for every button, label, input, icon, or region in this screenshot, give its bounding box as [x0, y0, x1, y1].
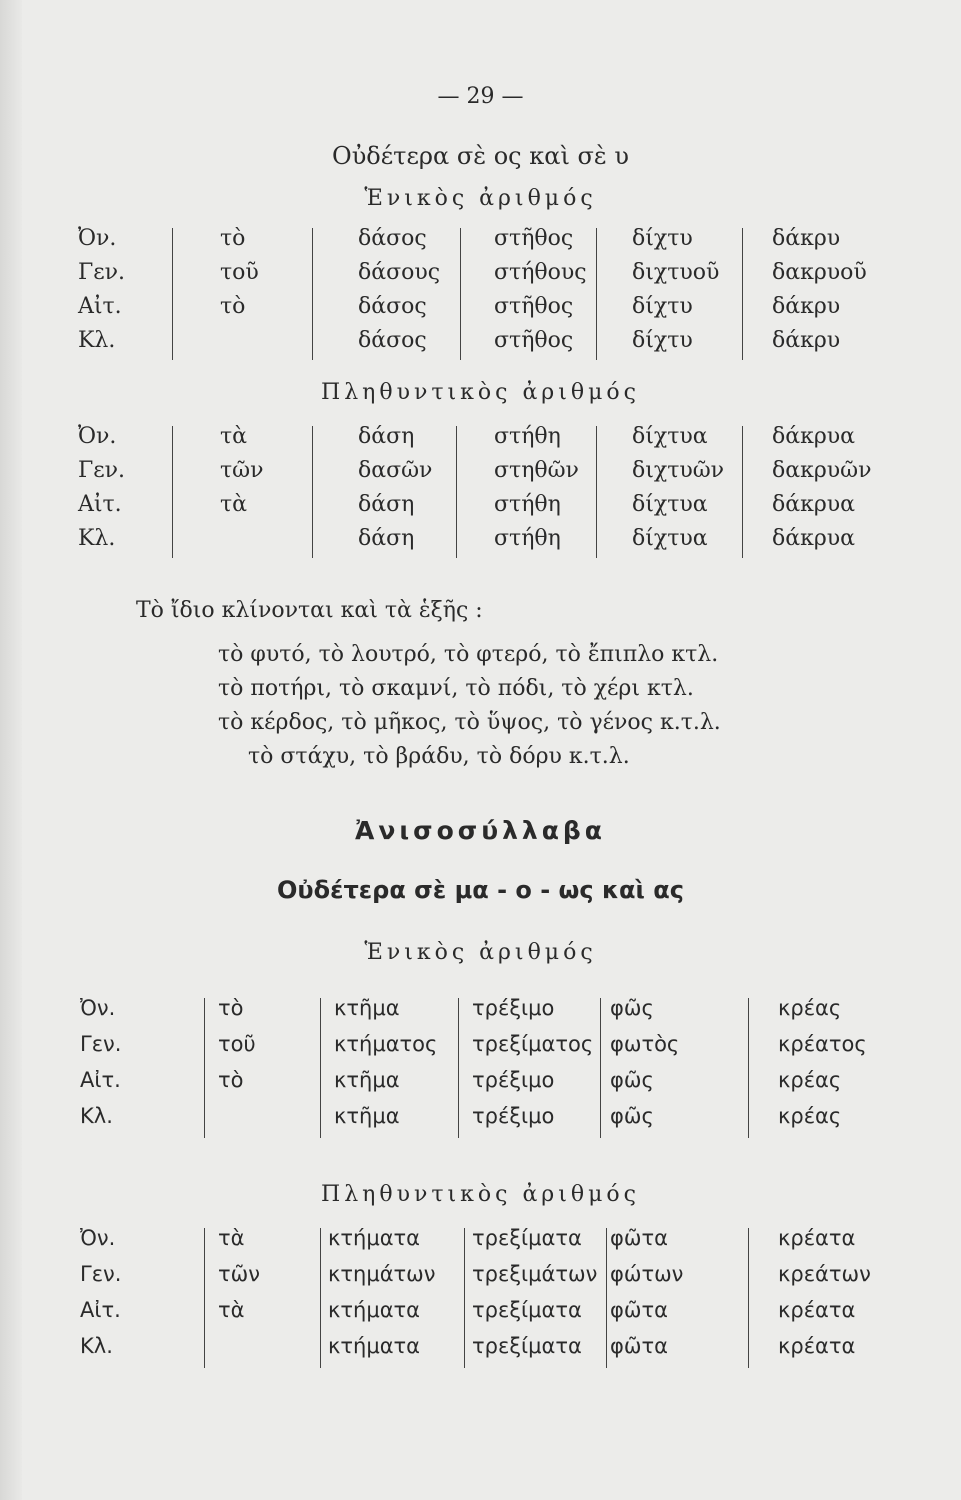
declension-cell: δάκρυ	[772, 226, 841, 251]
article-cell: τὰ	[218, 1298, 245, 1322]
declension-cell: δακρυῶν	[772, 458, 872, 483]
column-divider	[456, 426, 457, 558]
article-cell: τῶν	[220, 458, 264, 483]
declension-cell: τρεξίματος	[472, 1032, 594, 1056]
declension-cell: φῶτα	[610, 1334, 668, 1358]
declension-cell: κτήματα	[328, 1298, 421, 1322]
declension-cell: δίχτυα	[632, 492, 708, 517]
case-label: Αἰτ.	[80, 1068, 121, 1092]
declension-cell: κρέας	[778, 996, 842, 1020]
section2-subtitle: Οὐδέτερα σὲ μα - ο - ως καὶ ας	[277, 876, 684, 904]
declension-cell: φῶτα	[610, 1298, 668, 1322]
section2-singular-table	[0, 996, 961, 1140]
article-cell: τὸ	[218, 996, 244, 1020]
declension-line: τὸ ποτήρι, τὸ σκαμνί, τὸ πόδι, τὸ χέρι κτλ.	[218, 676, 694, 701]
declension-cell: δίχτυ	[632, 226, 693, 251]
section1-title: Οὐδέτερα σὲ ος καὶ σὲ υ	[332, 142, 629, 170]
column-divider	[204, 1228, 205, 1368]
column-divider	[458, 998, 459, 1138]
declension-cell: δίχτυ	[632, 328, 693, 353]
column-divider	[312, 228, 313, 360]
declension-cell: δάκρυα	[772, 492, 856, 517]
case-label: Κλ.	[78, 328, 116, 353]
declension-cell: φῶς	[610, 1104, 654, 1128]
article-cell: τὸ	[218, 1068, 244, 1092]
declension-cell: κτῆμα	[334, 1068, 400, 1092]
column-divider	[596, 426, 597, 558]
declension-cell: κτῆμα	[334, 996, 400, 1020]
declension-cell: στήθη	[494, 492, 561, 517]
section2-plural-table	[0, 1226, 961, 1370]
declension-cell: κτημάτων	[328, 1262, 436, 1286]
declension-cell: στήθους	[494, 260, 587, 285]
declension-cell: φῶτα	[610, 1226, 668, 1250]
declension-cell: δάση	[358, 526, 415, 551]
article-cell: τῶν	[218, 1262, 260, 1286]
declension-cell: δάκρυ	[772, 294, 841, 319]
declension-cell: στήθη	[494, 424, 561, 449]
article-cell: τὰ	[218, 1226, 245, 1250]
declension-cell: δασῶν	[358, 458, 433, 483]
article-cell: τὰ	[220, 424, 248, 449]
column-divider	[742, 228, 743, 360]
article-cell: τὸ	[220, 226, 246, 251]
case-label: Γεν.	[80, 1032, 122, 1056]
declension-cell: φῶς	[610, 996, 654, 1020]
column-divider	[748, 1228, 749, 1368]
declension-cell: φωτὸς	[610, 1032, 680, 1056]
declension-cell: κρέας	[778, 1068, 842, 1092]
declension-cell: δάση	[358, 492, 415, 517]
article-cell: τὸ	[220, 294, 246, 319]
declension-line: τὸ φυτό, τὸ λουτρό, τὸ φτερό, τὸ ἔπιπλο κτλ.	[218, 642, 719, 667]
page-number: — 29 —	[437, 84, 524, 109]
column-divider	[606, 1228, 607, 1368]
case-label: Ὀν.	[80, 1226, 116, 1250]
declension-cell: δίχτυ	[632, 294, 693, 319]
column-divider	[172, 426, 173, 558]
column-divider	[172, 228, 173, 360]
declension-cell: δάκρυ	[772, 328, 841, 353]
declension-cell: τρεξίματα	[472, 1226, 582, 1250]
case-label: Γεν.	[78, 458, 126, 483]
case-label: Γεν.	[78, 260, 126, 285]
declension-cell: δακρυοῦ	[772, 260, 867, 285]
declension-cell: κρέας	[778, 1104, 842, 1128]
declension-cell: κρέατος	[778, 1032, 867, 1056]
column-divider	[320, 998, 321, 1138]
declension-cell: κτήματα	[328, 1334, 421, 1358]
declension-intro: Τὸ ἴδιο κλίνονται καὶ τὰ ἑξῆς :	[136, 598, 483, 623]
section1-singular-heading: Ἑνικὸς ἀριθμός	[364, 186, 597, 211]
declension-cell: δάκρυα	[772, 526, 856, 551]
declension-cell: κτήματα	[328, 1226, 421, 1250]
case-label: Ὀν.	[78, 424, 117, 449]
section1-singular-table	[0, 226, 961, 362]
declension-line: τὸ στάχυ, τὸ βράδυ, τὸ δόρυ κ.τ.λ.	[248, 744, 630, 769]
declension-cell: δάση	[358, 424, 415, 449]
declension-cell: κτήματος	[334, 1032, 438, 1056]
declension-cell: κρέατα	[778, 1298, 856, 1322]
column-divider	[748, 998, 749, 1138]
declension-cell: διχτυοῦ	[632, 260, 720, 285]
declension-cell: τρεξίματα	[472, 1334, 582, 1358]
column-divider	[312, 426, 313, 558]
declension-cell: κρέατα	[778, 1226, 856, 1250]
section1-plural-table	[0, 424, 961, 560]
declension-cell: τρέξιμο	[472, 1068, 555, 1092]
declension-cell: δάσος	[358, 226, 427, 251]
declension-cell: στῆθος	[494, 294, 574, 319]
column-divider	[204, 998, 205, 1138]
column-divider	[320, 1228, 321, 1368]
declension-cell: τρέξιμο	[472, 996, 555, 1020]
case-label: Κλ.	[80, 1104, 113, 1128]
case-label: Ὀν.	[80, 996, 116, 1020]
section2-title: Ἀνισοσύλλαβα	[354, 816, 606, 845]
declension-cell: δάσους	[358, 260, 441, 285]
declension-cell: δίχτυα	[632, 424, 708, 449]
declension-cell: στηθῶν	[494, 458, 579, 483]
declension-cell: τρεξιμάτων	[472, 1262, 598, 1286]
declension-line: τὸ κέρδος, τὸ μῆκος, τὸ ὕψος, τὸ γένος κ.τ.λ.	[218, 710, 721, 735]
declension-cell: δάσος	[358, 294, 427, 319]
declension-cell: δάκρυα	[772, 424, 856, 449]
case-label: Αἰτ.	[78, 294, 122, 319]
article-cell: τοῦ	[218, 1032, 256, 1056]
section2-plural-heading: Πληθυντικὸς ἀριθμός	[321, 1182, 640, 1207]
column-divider	[460, 228, 461, 360]
declension-cell: δίχτυα	[632, 526, 708, 551]
declension-cell: τρεξίματα	[472, 1298, 582, 1322]
case-label: Κλ.	[80, 1334, 113, 1358]
section2-singular-heading: Ἑνικὸς ἀριθμός	[364, 940, 597, 965]
declension-cell: φώτων	[610, 1262, 684, 1286]
declension-cell: στῆθος	[494, 226, 574, 251]
declension-cell: κτῆμα	[334, 1104, 400, 1128]
column-divider	[464, 1228, 465, 1368]
declension-cell: κρεάτων	[778, 1262, 871, 1286]
column-divider	[742, 426, 743, 558]
case-label: Γεν.	[80, 1262, 122, 1286]
declension-cell: τρέξιμο	[472, 1104, 555, 1128]
case-label: Αἰτ.	[80, 1298, 121, 1322]
case-label: Κλ.	[78, 526, 116, 551]
declension-cell: φῶς	[610, 1068, 654, 1092]
declension-cell: στήθη	[494, 526, 561, 551]
case-label: Αἰτ.	[78, 492, 122, 517]
column-divider	[600, 998, 601, 1138]
column-divider	[596, 228, 597, 360]
article-cell: τὰ	[220, 492, 248, 517]
declension-cell: κρέατα	[778, 1334, 856, 1358]
article-cell: τοῦ	[220, 260, 259, 285]
declension-cell: διχτυῶν	[632, 458, 725, 483]
section1-plural-heading: Πληθυντικὸς ἀριθμός	[321, 380, 640, 405]
declension-cell: δάσος	[358, 328, 427, 353]
case-label: Ὀν.	[78, 226, 117, 251]
declension-cell: στῆθος	[494, 328, 574, 353]
